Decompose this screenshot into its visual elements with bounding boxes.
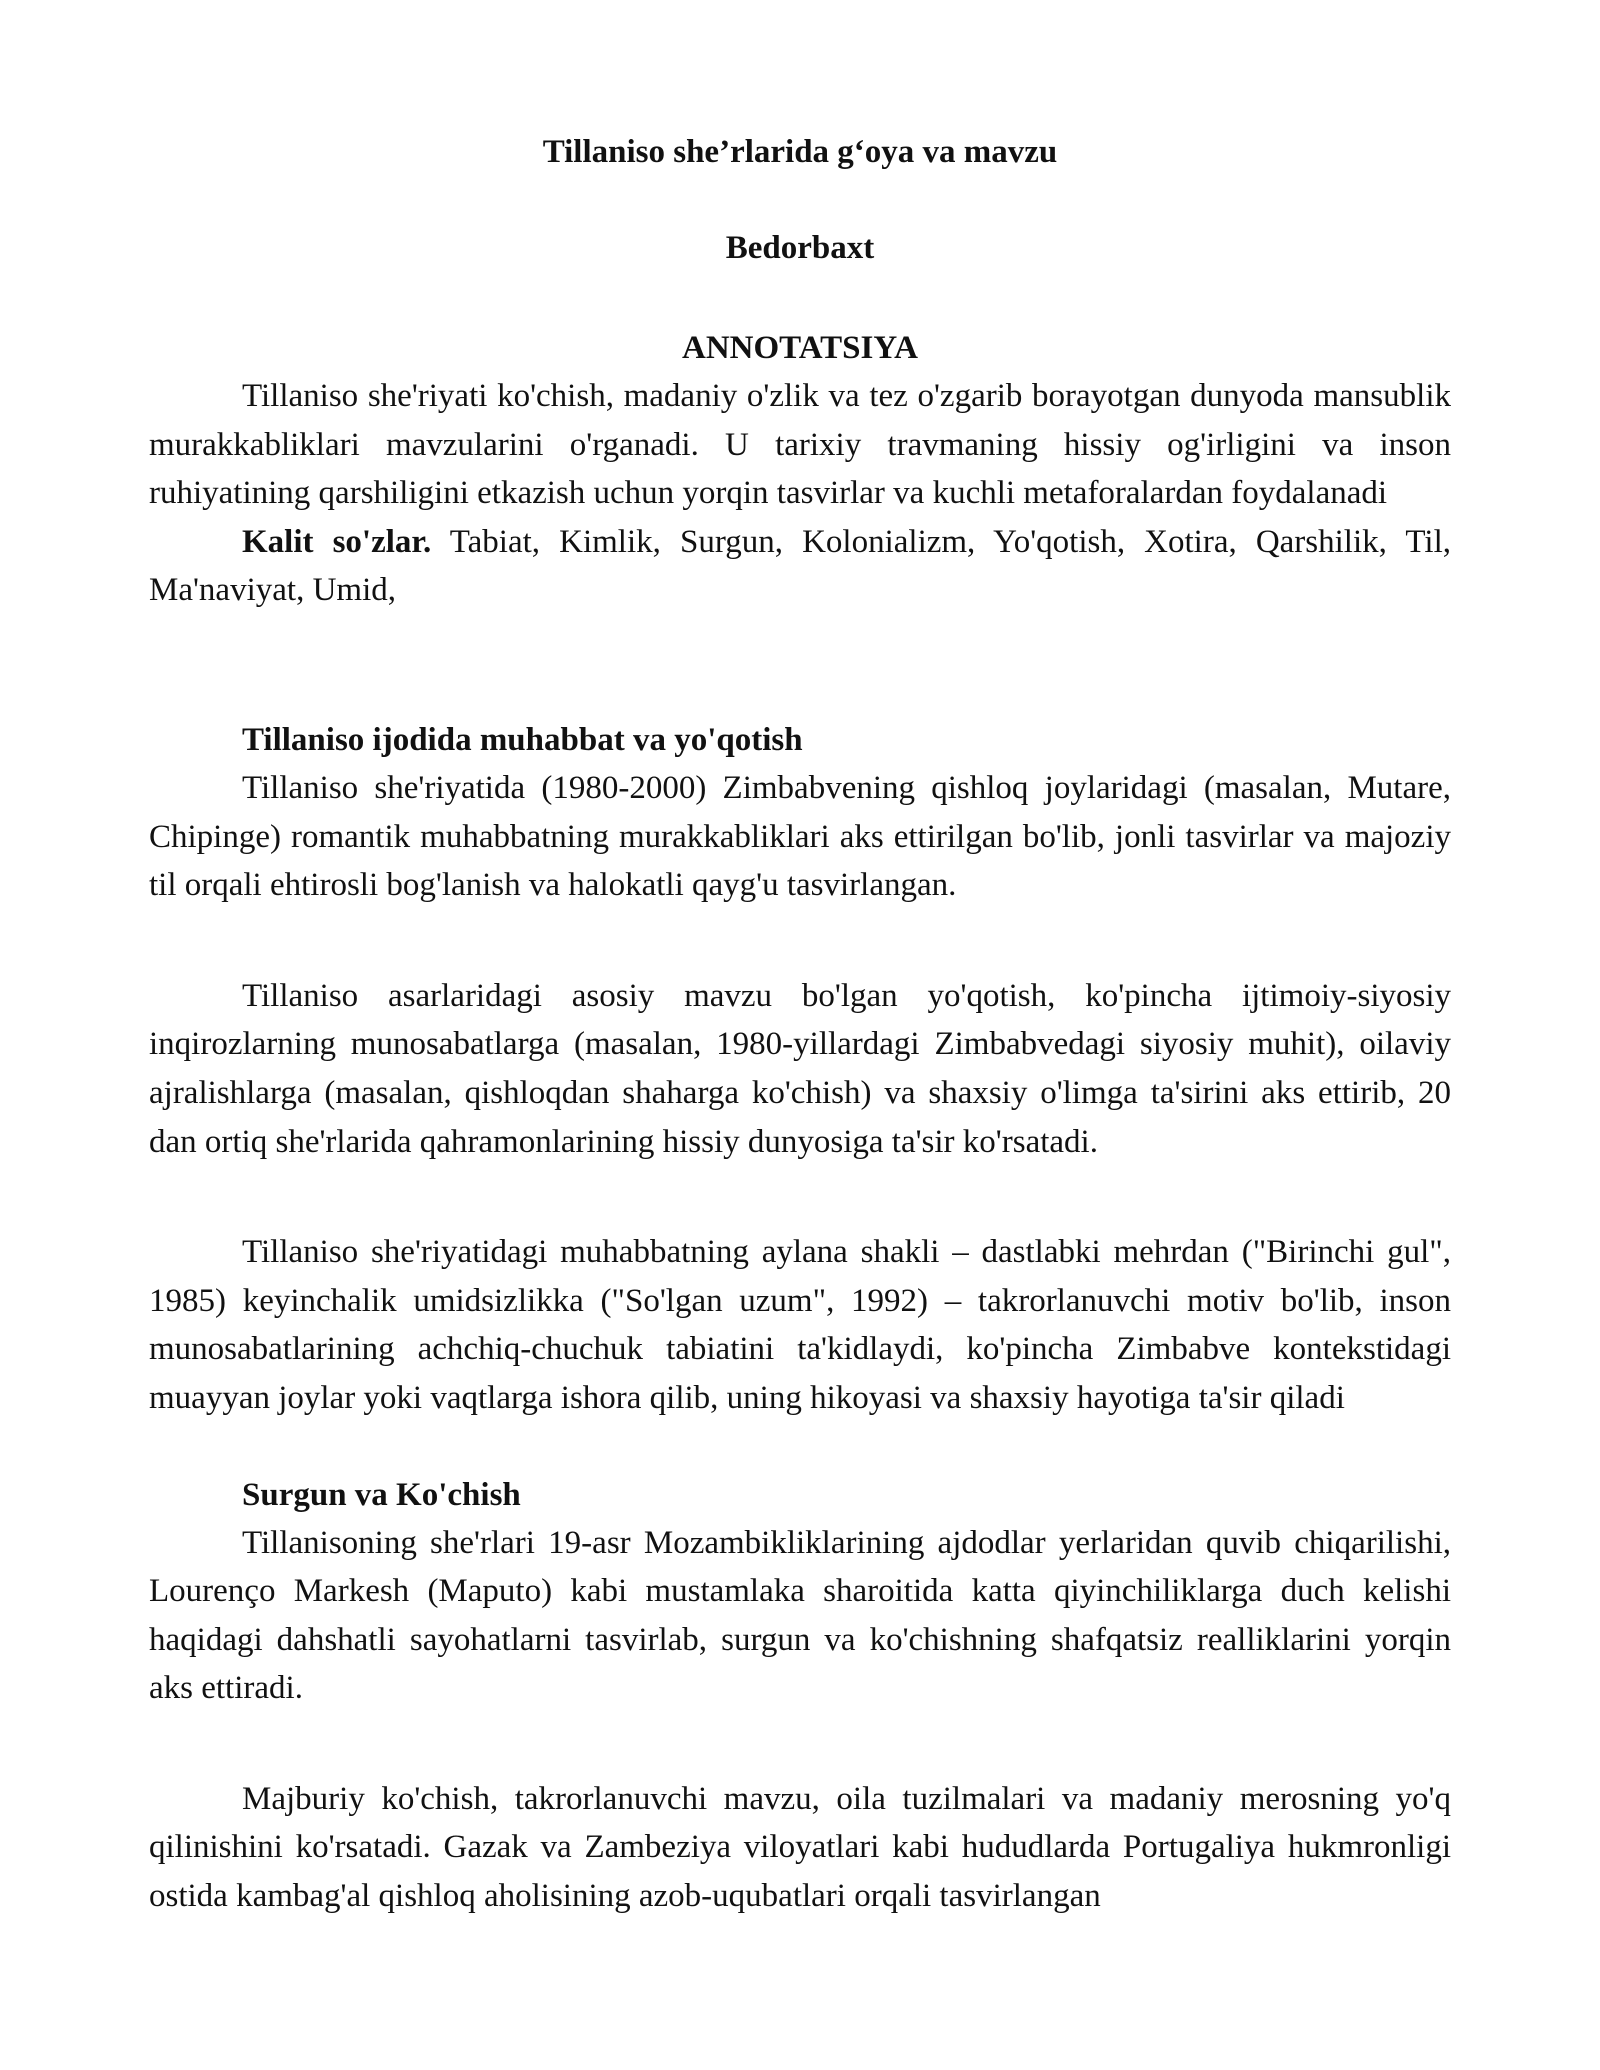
keywords-list: Tabiat, Kimlik, Surgun, Kolonializm, Yo'qotish, Xotira, Qarshilik, Til, Ma'naviyat, Umid, <box>149 523 1451 609</box>
section-paragraph: Tillaniso asarlaridagi asosiy mavzu bo'lgan yo'qotish, ko'pincha ijtimoiy-siyosiy inqirozlarning munosabatlarga (masalan, 1980-yillardagi Zimbabvedagi siyosiy muhit), oilaviy ajralishlarga (masalan, qishloqdan shaharga ko'chish) va shaxsiy o'limga ta'sirini aks ettirib, 20 dan ortiq she'rlarida qahramonlarining hissiy dunyosiga ta'sir ko'rsatadi. <box>149 977 1451 1160</box>
keywords-label: Kalit so'zlar. <box>242 523 432 560</box>
abstract-heading: ANNOTATSIYA <box>682 330 918 366</box>
section-paragraph: Tillaniso she'riyatida (1980-2000) Zimbabvening qishloq joylaridagi (masalan, Mutare, Chipinge) romantik muhabbatning murakkabliklari aks ettirilgan bo'lib, jonli tasvirlar va majoziy til orqali ehtirosli bog'lanish va halokatli qayg'u tasvirlangan. <box>149 769 1451 904</box>
section-heading-exile: Surgun va Ko'chish <box>242 1476 521 1513</box>
section-heading-love-loss: Tillaniso ijodida muhabbat va yo'qotish <box>242 721 803 758</box>
spacer <box>149 910 1451 972</box>
document-page <box>149 128 1451 1921</box>
section-paragraph: Majburiy ko'chish, takrorlanuvchi mavzu, oila tuzilmalari va madaniy merosning yo'q qilinishini ko'rsatadi. Gazak va Zambeziya viloyatlari kabi hududlarda Portugaliya hukmronligi ostida kambag'al qishloq aholisining azob-uqubatlari orqali tasvirlangan <box>149 1780 1451 1915</box>
spacer <box>149 1423 1451 1471</box>
section-paragraph: Tillanisoning she'rlari 19-asr Mozambikliklarining ajdodlar yerlaridan quvib chiqarilishi, Lourenço Markesh (Maputo) kabi mustamlaka sharoitida katta qiyinchiliklarga duch kelishi haqidagi dahshatli sayohatlarni tasvirlab, surgun va ko'chishning shafqatsiz realliklarini yorqin aks ettiradi. <box>149 1524 1451 1707</box>
spacer <box>149 615 1451 716</box>
abstract-text: Tillaniso she'riyati ko'chish, madaniy o'zlik va tez o'zgarib borayotgan dunyoda mansublik murakkabliklari mavzularini o'rganadi. U tarixiy travmaning hissiy og'irligini va inson ruhiyatining qarshiligini etkazish uchun yorqin tasvirlar va kuchli metaforalardan foydalanadi <box>149 378 1451 512</box>
author-name: Bedorbaxt <box>725 230 875 266</box>
section-paragraph: Tillaniso she'riyatidagi muhabbatning aylana shakli – dastlabki mehrdan ("Birinchi gul", 1985) keyinchalik umidsizlikka ("So'lgan uzum", 1992) – takrorlanuvchi motiv bo'lib, inson munosabatlarining achchiq-chuchuk tabiatini ta'kidlaydi, ko'pincha Zimbabve kontekstidagi muayyan joylar yoki vaqtlarga ishora qilib, uning hikoyasi va shaxsiy hayotiga ta'sir qiladi <box>149 1234 1451 1416</box>
spacer <box>149 1713 1451 1775</box>
spacer <box>149 1166 1451 1228</box>
paper-title: Tillaniso she’rlarida g‘oya va mavzu <box>542 134 1058 170</box>
keywords-line <box>149 518 1451 615</box>
